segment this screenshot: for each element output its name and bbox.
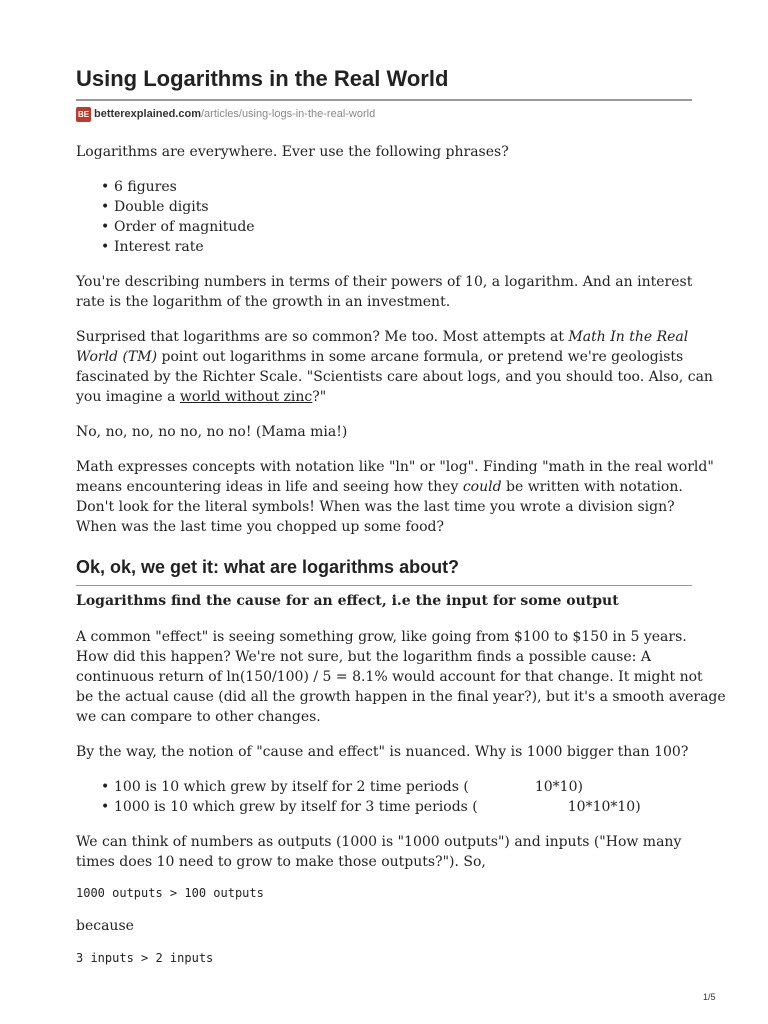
- text-line: continuous return of ln(150/100) / 5 = 8.1% would account for that change. It might not: [76, 669, 703, 685]
- list-item: • Double digits: [76, 197, 255, 217]
- phrases-list: [76, 177, 255, 257]
- section-divider: [76, 585, 692, 586]
- list-item: [76, 777, 641, 797]
- list-item: • Interest rate: [76, 237, 255, 257]
- source-url[interactable]: [76, 106, 375, 122]
- list-item: [76, 797, 641, 817]
- text-run: Surprised that logarithms are so common? Me too. Most attempts at: [76, 329, 569, 345]
- text-line: Don't look for the literal symbols! When was the last time you wrote a division sign?: [76, 499, 675, 515]
- text-line: You're describing numbers in terms of their powers of 10, a logarithm. And an interest: [76, 274, 693, 290]
- effect-paragraph: [76, 627, 726, 727]
- text-line: times does 10 need to grow to make those outputs?"). So,: [76, 854, 486, 870]
- code-block: 1000 outputs > 100 outputs: [76, 886, 264, 900]
- text-line: A common "effect" is seeing something grow, like going from $100 to $150 in 5 years.: [76, 629, 687, 645]
- growth-expression: 10*10): [534, 779, 583, 795]
- text-line: fascinated by the Richter Scale. "Scientists care about logs, and you should too. Also, can: [76, 369, 713, 385]
- text-run: ?": [312, 389, 327, 405]
- because-paragraph: because: [76, 918, 134, 934]
- text-line: rate is the logarithm of the growth in an investment.: [76, 294, 451, 310]
- cause-paragraph: By the way, the notion of "cause and effect" is nuanced. Why is 1000 bigger than 100?: [76, 744, 689, 760]
- text-line: We can think of numbers as outputs (1000 is "1000 outputs") and inputs ("How many: [76, 834, 682, 850]
- growth-text: 1000 is 10 which grew by itself for 3 time periods (: [114, 799, 478, 815]
- text-run: be written with notation.: [501, 479, 683, 495]
- text-line: How did this happen? We're not sure, but the logarithm finds a possible cause: A: [76, 649, 651, 665]
- world-without-zinc-link[interactable]: world without zinc: [179, 389, 313, 405]
- source-path[interactable]: /articles/using-logs-in-the-real-world: [200, 108, 376, 120]
- text-line: Math expresses concepts with notation like "ln" or "log". Finding "math in the real world": [76, 459, 714, 475]
- intro-paragraph: Logarithms are everywhere. Ever use the following phrases?: [76, 144, 509, 160]
- site-favicon-icon: BE: [76, 107, 91, 122]
- math-paragraph: [76, 457, 714, 537]
- subheading: Logarithms find the cause for an effect, i.e the input for some output: [76, 593, 619, 609]
- text-line: be the actual cause (did all the growth happen in the final year?), but it's a smooth average: [76, 689, 726, 705]
- emphasis-text: could: [462, 479, 502, 495]
- no-paragraph: No, no, no, no no, no no! (Mama mia!): [76, 424, 348, 440]
- section-heading: Ok, ok, we get it: what are logarithms about?: [76, 557, 460, 577]
- text-line: we can compare to other changes.: [76, 709, 321, 725]
- text-run: point out logarithms in some arcane formula, or pretend we're geologists: [157, 349, 684, 365]
- surprised-paragraph: [76, 327, 713, 407]
- code-block: 3 inputs > 2 inputs: [76, 951, 214, 965]
- growth-list: [76, 777, 641, 817]
- page-title: Using Logarithms in the Real World: [76, 66, 449, 91]
- list-item: • Order of magnitude: [76, 217, 255, 237]
- powers-paragraph: [76, 272, 696, 312]
- page-number: 1/5: [703, 992, 716, 1002]
- text-run: you imagine a: [76, 389, 180, 405]
- source-domain[interactable]: betterexplained.com: [94, 108, 201, 120]
- growth-expression: 10*10*10): [567, 799, 641, 815]
- emphasis-text: Math In the Real: [568, 329, 689, 345]
- list-item: • 6 figures: [76, 177, 255, 197]
- title-divider: [76, 99, 692, 101]
- emphasis-text: World (TM): [76, 349, 158, 365]
- outputs-paragraph: [76, 832, 696, 872]
- text-line: When was the last time you chopped up some food?: [76, 519, 444, 535]
- growth-text: 100 is 10 which grew by itself for 2 time periods (: [114, 779, 469, 795]
- text-run: means encountering ideas in life and seeing how they: [76, 479, 463, 495]
